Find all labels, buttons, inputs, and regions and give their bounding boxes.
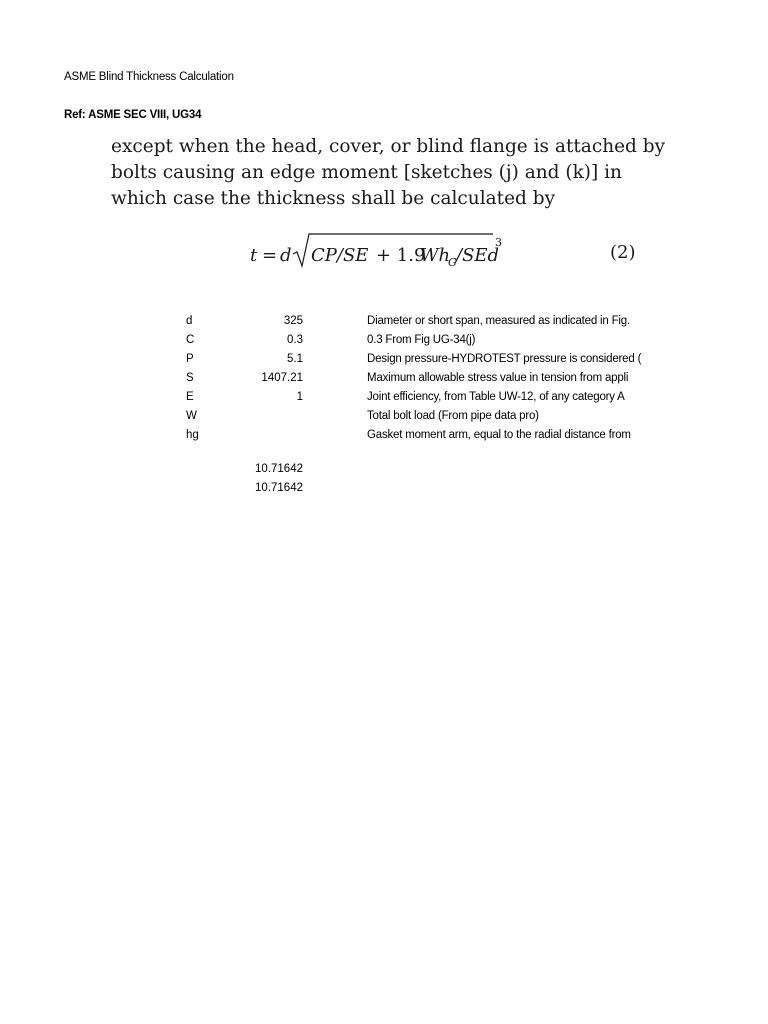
svg-text:3: 3 <box>495 236 502 249</box>
variable-value: 5.1 <box>287 353 303 365</box>
variable-value: 1407.21 <box>261 372 303 384</box>
svg-text:=: = <box>262 245 278 266</box>
result-values <box>0 460 768 498</box>
thickness-result: 10.71642 <box>255 482 303 494</box>
variable-symbol: E <box>186 391 194 403</box>
variable-row <box>0 312 768 331</box>
variable-row <box>0 388 768 407</box>
variable-symbol: d <box>186 315 193 327</box>
equation-number: (2) <box>610 242 636 263</box>
variable-symbol: W <box>186 410 197 422</box>
variable-description: Gasket moment arm, equal to the radial distance from <box>367 429 631 441</box>
variable-row <box>0 426 768 445</box>
variable-symbol: S <box>186 372 194 384</box>
svg-text:/SEd: /SEd <box>456 245 500 266</box>
document-title: ASME Blind Thickness Calculation <box>64 71 234 83</box>
variable-description: Diameter or short span, measured as indicated in Fig. <box>367 315 630 327</box>
excerpt-line: bolts causing an edge moment [sketches (j) and (k)] in <box>111 162 622 183</box>
variable-row <box>0 350 768 369</box>
variable-description: Design pressure-HYDROTEST pressure is considered ( <box>367 353 642 365</box>
thickness-formula <box>248 226 648 276</box>
variable-description: Total bolt load (From pipe data pro) <box>367 410 539 422</box>
document-reference: Ref: ASME SEC VIII, UG34 <box>64 109 202 121</box>
variable-symbol: hg <box>186 429 199 441</box>
variable-description: Joint efficiency, from Table UW-12, of any category A <box>367 391 625 403</box>
variable-row <box>0 331 768 350</box>
variable-table <box>0 312 768 445</box>
variable-value: 0.3 <box>287 334 303 346</box>
result-row <box>0 479 768 498</box>
code-excerpt <box>111 134 671 212</box>
excerpt-line: except when the head, cover, or blind flange is attached by <box>111 136 666 157</box>
variable-value: 325 <box>283 315 303 327</box>
variable-description: 0.3 From Fig UG-34(j) <box>367 334 476 346</box>
result-row <box>0 460 768 479</box>
svg-text:+ 1.9: + 1.9 <box>376 245 426 266</box>
variable-symbol: C <box>186 334 195 346</box>
svg-text:t: t <box>250 245 258 266</box>
svg-text:G: G <box>448 256 457 269</box>
variable-row <box>0 407 768 426</box>
svg-text:CP/SE: CP/SE <box>311 245 369 266</box>
variable-symbol: P <box>186 353 194 365</box>
svg-text:Wh: Wh <box>420 245 451 266</box>
formula-image <box>248 226 508 276</box>
variable-row <box>0 369 768 388</box>
variable-description: Maximum allowable stress value in tension from appli <box>367 372 629 384</box>
svg-text:d: d <box>280 245 292 266</box>
variable-value: 1 <box>296 391 303 403</box>
excerpt-line: which case the thickness shall be calculated by <box>111 188 556 209</box>
thickness-result: 10.71642 <box>255 463 303 475</box>
